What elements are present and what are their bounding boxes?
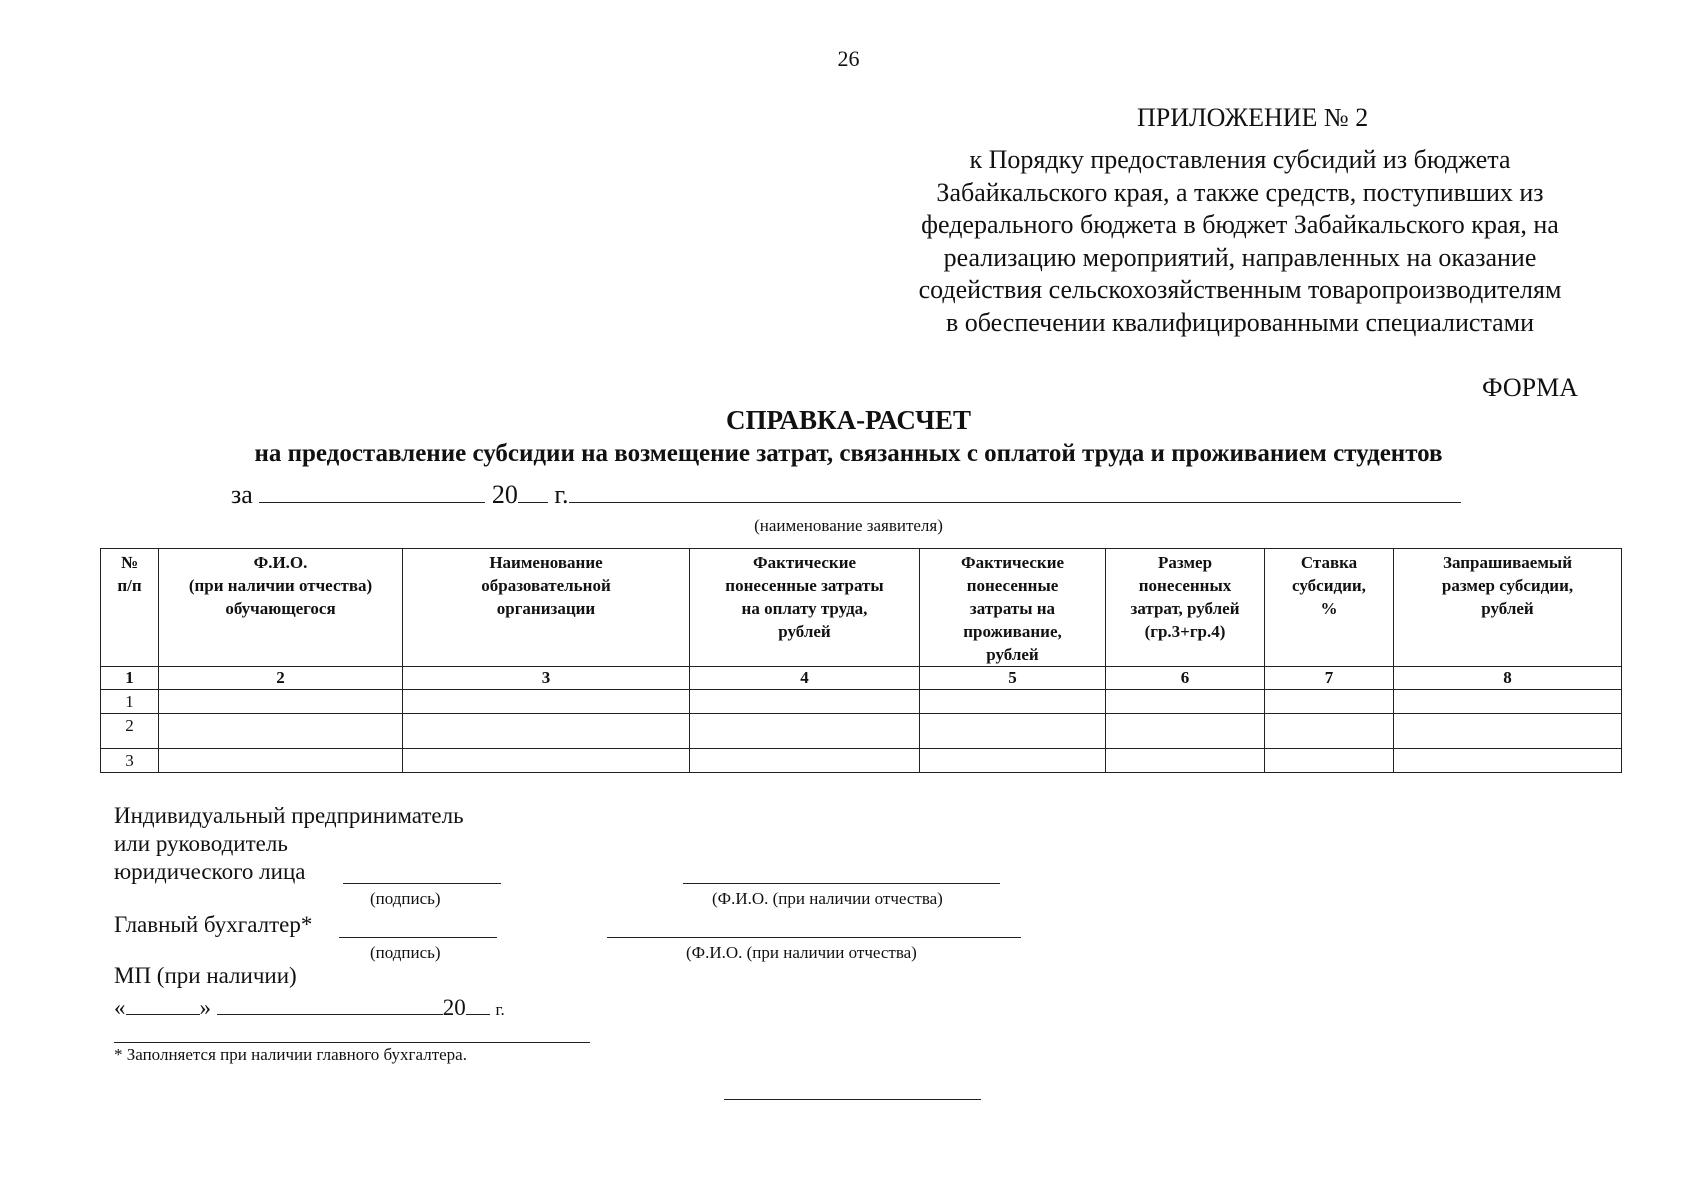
appendix-basis-line: Забайкальского края, а также средств, поступивших из: [936, 177, 1544, 207]
head-label-line: или руководитель: [114, 831, 288, 856]
header-fio: Ф.И.О. (при наличии отчества) обучающегося: [159, 549, 403, 667]
appendix-basis-line: в обеспечении квалифицированными специалистами: [945, 307, 1535, 337]
table-cell[interactable]: [920, 690, 1106, 714]
head-signature-caption: (подпись): [370, 889, 441, 908]
header-organization: Наименование образовательной организации: [403, 549, 690, 667]
table-cell[interactable]: [690, 714, 920, 749]
accountant-signature-caption: (подпись): [370, 943, 441, 962]
date-line: [114, 992, 505, 1021]
date-open-quote: «: [114, 995, 126, 1020]
table-cell[interactable]: [159, 714, 403, 749]
appendix-basis-line: к Порядку предоставления субсидий из бюджета: [969, 145, 1511, 174]
table-cell[interactable]: [1265, 690, 1394, 714]
accountant-fio-caption: (Ф.И.О. (при наличии отчества): [686, 943, 917, 962]
header-subsidy-rate: Ставка субсидии, %: [1265, 549, 1394, 667]
table-cell[interactable]: [1394, 714, 1622, 749]
document-subtitle: на предоставление субсидии на возмещение затрат, связанных с оплатой труда и проживанием студентов: [254, 440, 1443, 467]
period-line: [231, 480, 1461, 510]
table-cell[interactable]: [159, 749, 403, 773]
page-number: 26: [837, 46, 860, 71]
table-row: [101, 714, 1622, 749]
appendix-title: ПРИЛОЖЕНИЕ № 2: [1137, 103, 1369, 132]
header-total-costs: Размер понесенных затрат, рублей (гр.3+гр.4): [1106, 549, 1265, 667]
table-cell[interactable]: [920, 714, 1106, 749]
table-cell[interactable]: [403, 690, 690, 714]
applicant-name-blank[interactable]: [569, 480, 1461, 503]
date-close-quote: »: [199, 995, 211, 1020]
column-number: 6: [1106, 667, 1265, 690]
table-cell[interactable]: [1394, 749, 1622, 773]
period-blank[interactable]: [259, 480, 485, 503]
table-cell[interactable]: [690, 749, 920, 773]
appendix-basis-line: реализацию мероприятий, направленных на оказание: [943, 242, 1537, 272]
period-year-prefix: 20: [491, 480, 518, 509]
header-labor-costs: Фактические понесенные затраты на оплату труда, рублей: [690, 549, 920, 667]
period-prefix: за: [231, 480, 253, 509]
header-number: № п/п: [101, 549, 159, 667]
row-number: 3: [101, 749, 159, 773]
column-number: 7: [1265, 667, 1394, 690]
accountant-label: Главный бухгалтер*: [114, 912, 313, 937]
table-cell[interactable]: [159, 690, 403, 714]
table-cell[interactable]: [1265, 714, 1394, 749]
column-number: 5: [920, 667, 1106, 690]
applicant-caption: (наименование заявителя): [754, 516, 943, 535]
head-fio-caption: (Ф.И.О. (при наличии отчества): [712, 889, 943, 908]
stamp-label: МП (при наличии): [114, 963, 297, 988]
table-row: [101, 749, 1622, 773]
column-number: 4: [690, 667, 920, 690]
column-number-row: [101, 667, 1622, 690]
date-year-prefix: 20: [442, 995, 466, 1020]
appendix-basis-line: федерального бюджета в бюджет Забайкальского края, на: [921, 210, 1559, 239]
head-label-line: Индивидуальный предприниматель: [114, 803, 464, 828]
footnote-separator: [114, 1042, 590, 1043]
table-row: [101, 690, 1622, 714]
accountant-fio-line[interactable]: [607, 937, 1021, 938]
column-number: 2: [159, 667, 403, 690]
column-number: 8: [1394, 667, 1622, 690]
form-label: ФОРМА: [1482, 373, 1578, 402]
footnote: * Заполняется при наличии главного бухгалтера.: [114, 1045, 467, 1064]
appendix-basis-line: содействия сельскохозяйственным товаропроизводителям: [918, 275, 1562, 304]
row-number: 2: [101, 714, 159, 749]
date-month-blank[interactable]: [217, 992, 443, 1015]
head-signature-line[interactable]: [343, 883, 501, 884]
table-cell[interactable]: [1106, 714, 1265, 749]
table-cell[interactable]: [1106, 690, 1265, 714]
table-header-row: [101, 549, 1622, 667]
year-blank[interactable]: [518, 480, 548, 503]
date-year-suffix: г.: [495, 1000, 505, 1019]
row-number: 1: [101, 690, 159, 714]
column-number: 1: [101, 667, 159, 690]
table-cell[interactable]: [403, 749, 690, 773]
calculation-table: [100, 548, 1622, 773]
appendix-basis: [895, 144, 1585, 339]
table-cell[interactable]: [690, 690, 920, 714]
head-fio-line[interactable]: [683, 883, 1000, 884]
column-number: 3: [403, 667, 690, 690]
table-cell[interactable]: [1394, 690, 1622, 714]
bottom-separator: [724, 1099, 981, 1100]
document-title: СПРАВКА-РАСЧЕТ: [726, 405, 971, 435]
header-accommodation-costs: Фактические понесенные затраты на проживание, рублей: [920, 549, 1106, 667]
table-cell[interactable]: [920, 749, 1106, 773]
period-year-suffix: г.: [554, 480, 569, 509]
date-day-blank[interactable]: [126, 992, 200, 1015]
accountant-signature-line[interactable]: [339, 937, 497, 938]
head-label-line: юридического лица: [114, 859, 306, 884]
table-cell[interactable]: [1265, 749, 1394, 773]
table-cell[interactable]: [403, 714, 690, 749]
date-year-blank[interactable]: [466, 992, 490, 1015]
table-cell[interactable]: [1106, 749, 1265, 773]
header-requested-subsidy: Запрашиваемый размер субсидии, рублей: [1394, 549, 1622, 667]
